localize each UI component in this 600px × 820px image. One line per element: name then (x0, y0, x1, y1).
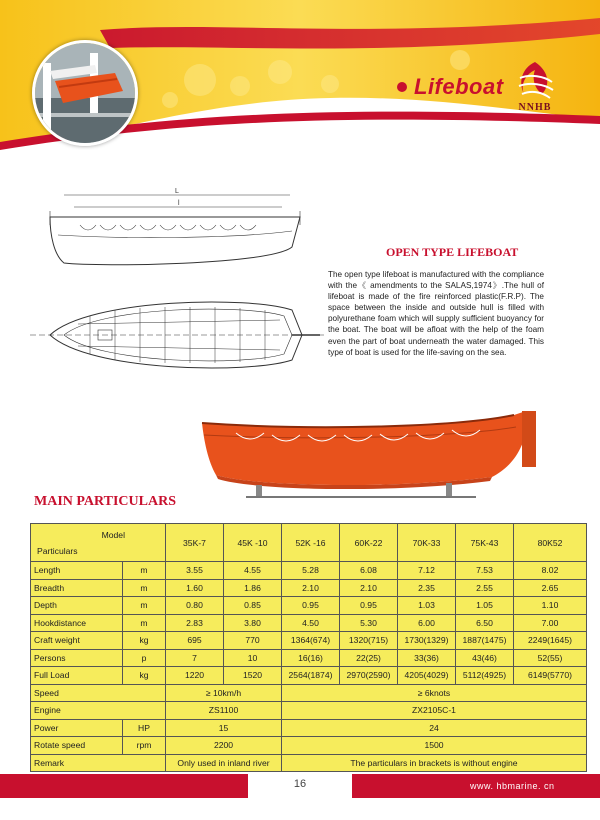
row-label: Power (31, 719, 123, 737)
table-cell: 24 (282, 719, 587, 737)
table-cell: 22(25) (340, 649, 398, 667)
website-link[interactable]: www. hbmarine. cn (470, 781, 555, 791)
table-row-rotate-speed (31, 737, 587, 755)
table-cell: 7.12 (398, 562, 456, 580)
row-label: Rotate speed (31, 737, 123, 755)
table-cell: 1364(674) (282, 632, 340, 650)
table-cell: 5.28 (282, 562, 340, 580)
row-label: Engine (31, 702, 166, 720)
model-header: 45K -10 (224, 524, 282, 562)
row-label: Remark (31, 754, 166, 772)
logo-text: NNHB (518, 102, 552, 113)
row-unit: rpm (123, 737, 166, 755)
table-cell: The particulars in brackets is without engine (282, 754, 587, 772)
table-row-remark (31, 754, 587, 772)
row-unit: kg (123, 667, 166, 685)
table-cell: 6.00 (398, 614, 456, 632)
description-title: OPEN TYPE LIFEBOAT (386, 245, 519, 259)
model-header: 75K-43 (456, 524, 514, 562)
table-row-speed (31, 684, 587, 702)
table-cell: 1.60 (166, 579, 224, 597)
table-cell: 6.50 (456, 614, 514, 632)
table-cell: 1730(1329) (398, 632, 456, 650)
table-cell: 1520 (224, 667, 282, 685)
table-cell: 2.65 (514, 579, 587, 597)
dimension-label-l: l (178, 200, 180, 207)
table-cell: 2970(2590) (340, 667, 398, 685)
table-cell: 0.95 (340, 597, 398, 615)
table-cell: Only used in inland river (166, 754, 282, 772)
page-title: Lifeboat (414, 74, 504, 99)
table-cell: 2.35 (398, 579, 456, 597)
table-row (31, 579, 587, 597)
row-unit: p (123, 649, 166, 667)
row-label: Depth (31, 597, 123, 615)
davit-lifeboat-photo (32, 40, 138, 146)
table-row-power (31, 719, 587, 737)
table-cell: ZS1100 (166, 702, 282, 720)
row-unit: m (123, 562, 166, 580)
table-cell: 33(36) (398, 649, 456, 667)
table-cell: 2.83 (166, 614, 224, 632)
table-cell: 15 (166, 719, 282, 737)
row-label: Breadth (31, 579, 123, 597)
particulars-title: MAIN PARTICULARS (34, 494, 176, 509)
table-cell: 0.80 (166, 597, 224, 615)
table-cell: 4.50 (282, 614, 340, 632)
table-cell: 3.80 (224, 614, 282, 632)
table-cell: 0.85 (224, 597, 282, 615)
table-cell: 6149(5770) (514, 667, 587, 685)
table-cell: 1320(715) (340, 632, 398, 650)
table-cell: 2564(1874) (282, 667, 340, 685)
table-cell: 6.08 (340, 562, 398, 580)
row-label: Hookdistance (31, 614, 123, 632)
table-cell: 10 (224, 649, 282, 667)
table-row (31, 614, 587, 632)
row-label: Persons (31, 649, 123, 667)
lifeboat-top-view-drawing (30, 290, 325, 380)
table-row (31, 649, 587, 667)
table-cell: 1.86 (224, 579, 282, 597)
table-cell: 1.05 (456, 597, 514, 615)
table-cell: ≥ 6knots (282, 684, 587, 702)
title-bullet (397, 82, 407, 92)
table-cell: 1220 (166, 667, 224, 685)
table-cell: 1887(1475) (456, 632, 514, 650)
header-model-label: Model (101, 530, 125, 540)
row-unit: kg (123, 632, 166, 650)
table-cell: 695 (166, 632, 224, 650)
table-cell: 16(16) (282, 649, 340, 667)
table-cell: 2200 (166, 737, 282, 755)
table-cell: 2.55 (456, 579, 514, 597)
table-cell: 2249(1645) (514, 632, 587, 650)
table-row (31, 597, 587, 615)
row-unit: m (123, 614, 166, 632)
table-cell: 1.03 (398, 597, 456, 615)
table-cell: 4205(4029) (398, 667, 456, 685)
dimension-label-L: L (175, 188, 179, 195)
table-cell: 2.10 (340, 579, 398, 597)
table-cell: 5.30 (340, 614, 398, 632)
spec-rows (31, 562, 587, 685)
row-unit: m (123, 597, 166, 615)
table-header-row (31, 524, 587, 562)
table-row (31, 667, 587, 685)
table-cell: 1500 (282, 737, 587, 755)
header-particulars-label: Particulars (37, 546, 78, 556)
table-row-engine (31, 702, 587, 720)
table-cell: 770 (224, 632, 282, 650)
row-unit: m (123, 579, 166, 597)
row-label: Craft weight (31, 632, 123, 650)
page-number: 16 (293, 778, 307, 790)
description-text: The open type lifeboat is manufactured with the compliance with the《 amendments to the SALAS,1974》.The hull of lifeboat is made of the fire reinforced plastic(F.R.P). The space between the inside and outside hull is filled with polyurethane foam which will supply sufficient buoyancy for the boat. The boat will be afloat with the help of the foam even the part of boat underneath the water damaged. This type of boat is used for the life-saving on the sea. (328, 270, 544, 357)
model-header: 52K -16 (282, 524, 340, 562)
table-cell: 3.55 (166, 562, 224, 580)
table-cell: 2.10 (282, 579, 340, 597)
table-cell: ZX2105C-1 (282, 702, 587, 720)
table-cell: 4.55 (224, 562, 282, 580)
particulars-table (30, 523, 587, 772)
table-cell: 7.00 (514, 614, 587, 632)
lifeboat-side-view-drawing (40, 185, 310, 275)
table-cell: 7 (166, 649, 224, 667)
model-header: 70K-33 (398, 524, 456, 562)
table-cell: 0.95 (282, 597, 340, 615)
model-header: 80K52 (514, 524, 587, 562)
model-header: 35K-7 (166, 524, 224, 562)
table-cell: 52(55) (514, 649, 587, 667)
row-label: Length (31, 562, 123, 580)
table-cell: 43(46) (456, 649, 514, 667)
header-corner-cell (31, 524, 166, 562)
model-header: 60K-22 (340, 524, 398, 562)
row-unit: HP (123, 719, 166, 737)
table-cell: 7.53 (456, 562, 514, 580)
table-cell: 1.10 (514, 597, 587, 615)
table-cell: 5112(4925) (456, 667, 514, 685)
row-label: Full Load (31, 667, 123, 685)
row-label: Speed (31, 684, 166, 702)
page-header (0, 0, 600, 150)
table-cell: ≥ 10km/h (166, 684, 282, 702)
table-cell: 8.02 (514, 562, 587, 580)
table-row (31, 562, 587, 580)
orange-lifeboat-photo (196, 405, 548, 505)
table-row (31, 632, 587, 650)
